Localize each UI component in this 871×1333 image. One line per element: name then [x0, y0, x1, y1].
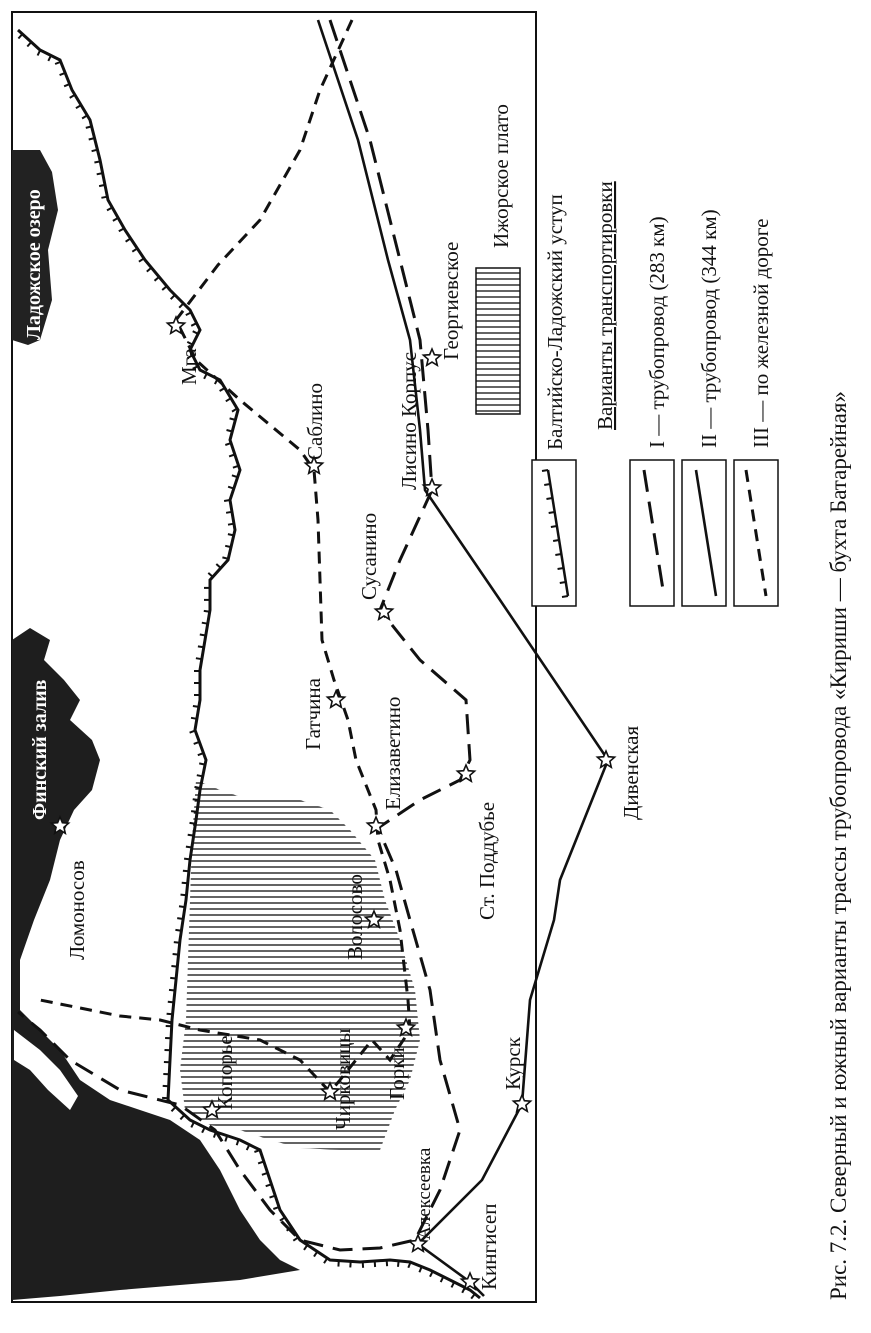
scarp-tick: [226, 512, 232, 513]
scarp-tick: [184, 859, 190, 860]
scarp-tick: [202, 623, 208, 624]
scarp-tick: [225, 546, 231, 547]
scarp-tick: [193, 799, 199, 800]
label-kingisep: Кингисеп: [477, 1203, 501, 1290]
legend-route1-label: I — трубопровод (283 км): [645, 216, 669, 448]
legend-scarp-tick: [553, 540, 559, 541]
scarp-tick: [186, 312, 191, 315]
scarp-tick: [191, 1122, 194, 1127]
scarp-tick: [304, 1245, 307, 1250]
scarp-tick: [18, 34, 22, 39]
label-mga: Мга: [177, 348, 201, 385]
scarp-tick: [228, 534, 234, 535]
scarp-tick: [113, 218, 118, 221]
label-chirkovitsy: Чирковицы: [331, 1028, 355, 1130]
scarp-tick: [452, 1282, 455, 1287]
star-susanino: [375, 603, 392, 619]
scarp-tick: [94, 161, 100, 162]
scarp-tick: [89, 138, 95, 139]
scarp-tick: [247, 1145, 250, 1150]
scarp-tick: [76, 105, 81, 108]
legend-scarp-tick: [562, 596, 568, 597]
legend-scarp-swatch: [532, 460, 576, 606]
scarp-tick: [126, 238, 131, 241]
scarp-tick: [187, 342, 192, 345]
scarp-tick: [155, 277, 160, 281]
label-st-poddubie: Ст. Поддубье: [475, 801, 499, 920]
label-koporye: Копорье: [213, 1035, 237, 1110]
legend-plateau-label: Ижорское плато: [489, 104, 513, 248]
scarp-tick: [48, 56, 51, 61]
scarp-tick: [430, 1271, 433, 1276]
scarp-tick: [27, 42, 31, 46]
scarp-tick: [97, 173, 103, 174]
scarp-tick: [82, 115, 87, 118]
scarp-tick: [181, 895, 187, 896]
legend-scarp-tick: [544, 484, 550, 485]
scarp-tick: [188, 835, 194, 836]
legend-plateau-swatch: [476, 268, 520, 414]
scarp-tick: [198, 646, 204, 647]
label-susanino: Сусанино: [357, 512, 381, 600]
scarp-tick: [202, 1127, 205, 1132]
scarp-tick: [200, 635, 206, 636]
label-georgievskoe: Георгиевское: [439, 241, 463, 360]
scarp-tick: [139, 258, 144, 261]
legend-scarp-label: Балтийско-Ладожский уступ: [543, 194, 567, 450]
scarp-tick: [180, 1115, 184, 1120]
scarp-tick: [162, 286, 167, 290]
legend-route3-label: III — по железной дороге: [749, 218, 773, 448]
scarp-tick: [182, 883, 188, 884]
scarp-tick: [168, 1002, 174, 1003]
label-elizavetino: Елизаветино: [381, 696, 405, 810]
legend-route2-swatch: [682, 460, 726, 606]
scarp-tick: [177, 918, 183, 919]
scarp-tick: [183, 871, 189, 872]
legend-route2-label: II — трубопровод (344 км): [697, 209, 721, 448]
scarp-tick: [179, 303, 183, 307]
scarp-tick: [195, 787, 201, 788]
scarp-tick: [293, 1237, 298, 1240]
label-divenskaya: Дивенская: [619, 725, 643, 820]
scarp-tick: [191, 323, 196, 326]
scarp-tick: [99, 185, 105, 186]
scarp-tick: [193, 706, 199, 707]
star-elizavetino: [367, 817, 384, 833]
scarp-tick: [398, 1261, 399, 1267]
scarp-tick: [191, 811, 197, 812]
scarp-tick: [172, 1107, 176, 1111]
scarp-tick: [280, 1217, 285, 1220]
legend-route1-swatch: [630, 460, 674, 606]
ladoga-label: Ладожское озеро: [23, 189, 45, 340]
label-alekseevka: Алексеевка: [414, 1147, 435, 1240]
scarp-tick: [199, 763, 205, 764]
star-kurs: [513, 1095, 530, 1111]
legend-scarp-tick: [555, 554, 561, 555]
scarp-tick: [173, 954, 179, 955]
scarp-tick: [226, 398, 231, 401]
scarp-tick: [186, 847, 192, 848]
scarp-tick: [191, 718, 197, 719]
scarp-tick: [228, 524, 234, 525]
label-gatchina: Гатчина: [301, 678, 325, 750]
scarp-tick: [204, 611, 210, 612]
scarp-tick: [197, 775, 203, 776]
label-sablino: Саблино: [303, 383, 327, 460]
scarp-tick: [171, 295, 175, 299]
figure-caption: Рис. 7.2. Северный и южный варианты трассы трубопровода «Кириши — бухта Батарейная»: [826, 391, 851, 1300]
legend-transport-title: Варианты транспортировки: [593, 181, 617, 430]
star-gatchina: [327, 691, 344, 707]
legend-scarp-tick: [560, 582, 566, 583]
scarp-tick: [324, 1258, 327, 1263]
scarp-tick: [220, 388, 225, 391]
scarp-tick: [169, 990, 175, 991]
scarp-tick: [175, 930, 181, 931]
scarp-tick: [190, 823, 196, 824]
star-divenskaya: [597, 751, 614, 767]
scarp-tick: [216, 564, 221, 568]
gulf-label: Финский залив: [29, 679, 51, 820]
legend-scarp-tick: [551, 526, 557, 527]
legend-scarp-tick: [542, 470, 548, 471]
scarp-tick: [179, 906, 185, 907]
scarp-tick: [314, 1252, 317, 1257]
scarp-tick: [147, 268, 152, 272]
scarp-tick: [132, 248, 137, 251]
scarp-tick: [171, 966, 177, 967]
scarp-tick: [38, 50, 41, 55]
scarp-tick: [119, 228, 124, 231]
scarp-tick: [107, 208, 112, 211]
scarp-tick: [222, 557, 228, 558]
scarp-tick: [70, 95, 75, 98]
scarp-tick: [208, 573, 213, 577]
legend-scarp-tick: [558, 568, 564, 569]
scarp-tick: [196, 658, 202, 659]
legend-scarp-tick: [546, 498, 552, 499]
scarp-tick: [174, 942, 180, 943]
scarp-tick: [441, 1277, 444, 1282]
label-gorki: Горки: [385, 1047, 409, 1100]
scarp-tick: [471, 1294, 475, 1299]
scarp-tick: [193, 331, 198, 334]
scarp-tick: [167, 1014, 173, 1015]
label-volosovo: Волосово: [343, 874, 367, 960]
legend-scarp-tick: [549, 512, 555, 513]
label-kurs: Курск: [501, 1037, 525, 1090]
scarp-tick: [101, 197, 107, 198]
scarp-tick: [204, 373, 207, 378]
scarp-tick: [224, 500, 230, 501]
scarp-tick: [419, 1267, 421, 1273]
label-lisino: Лисино Корпус: [397, 351, 421, 490]
scarp-tick: [170, 978, 176, 979]
label-lomonosov: Ломоносов: [65, 860, 89, 960]
